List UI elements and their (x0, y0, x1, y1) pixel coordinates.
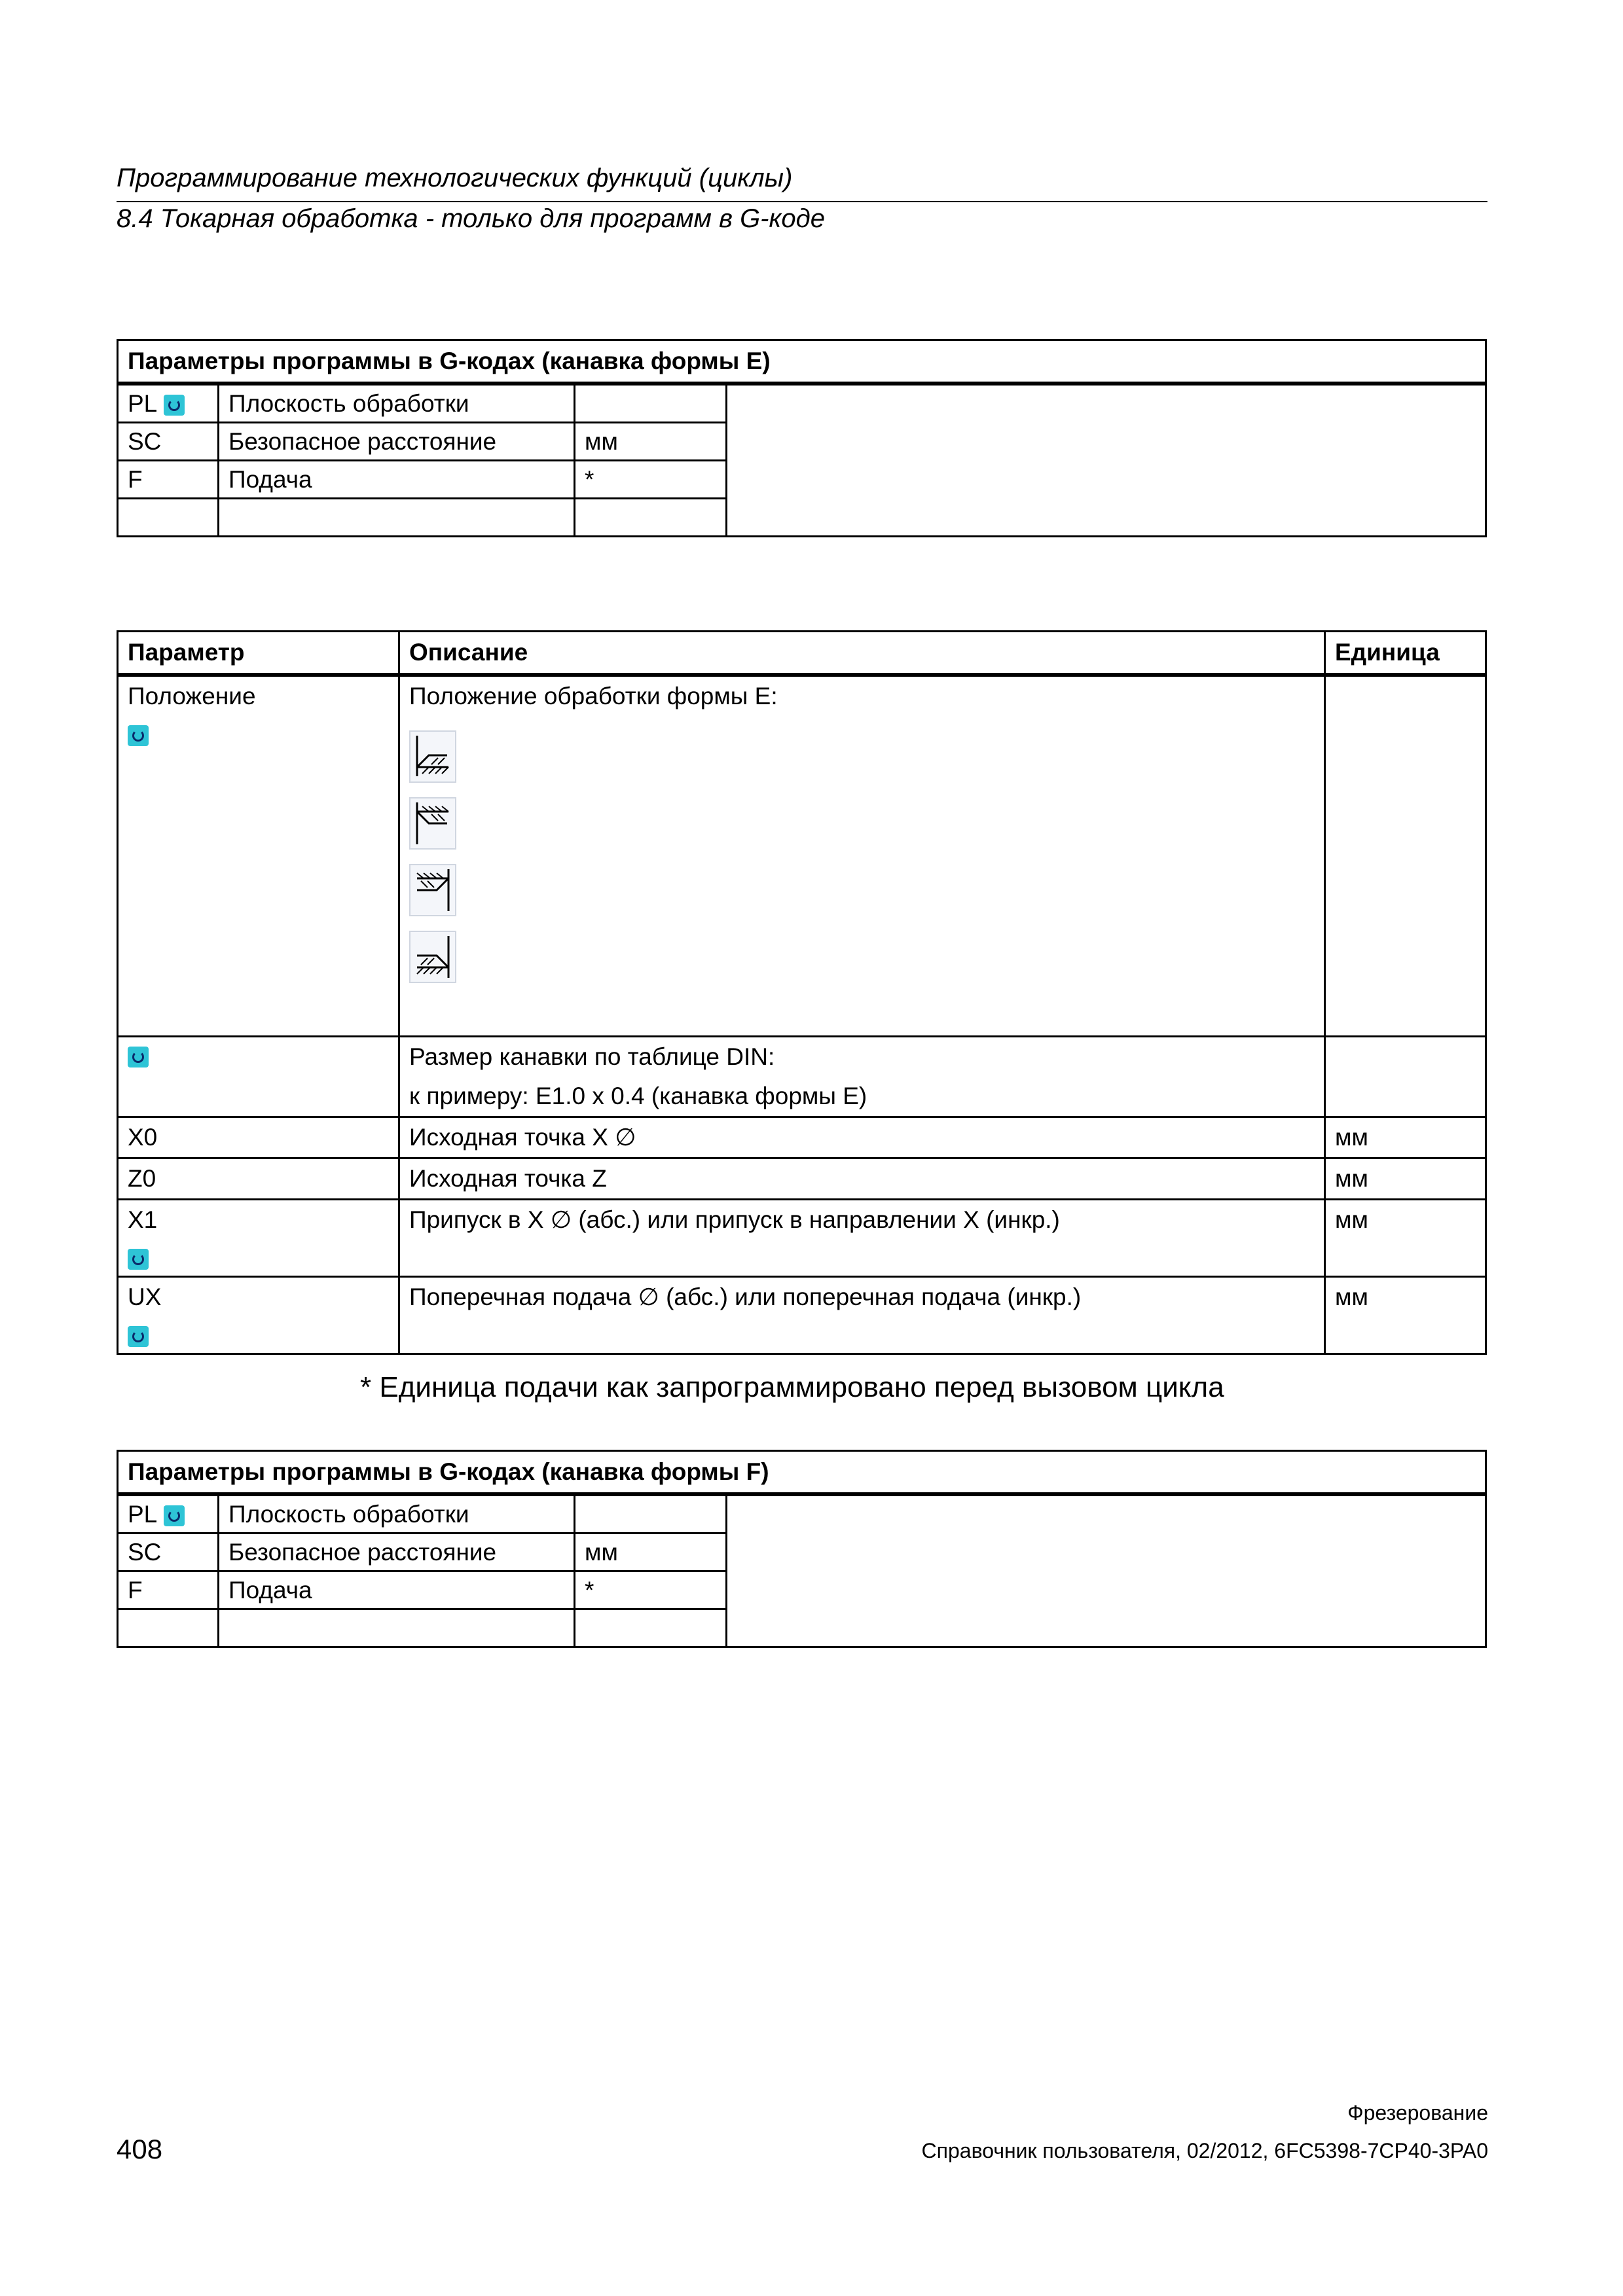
param-cell: X1 (118, 1199, 399, 1276)
unit-cell (575, 1609, 727, 1647)
desc-cell: Плоскость обработки (219, 384, 575, 423)
desc-cell: Исходная точка X ∅ (399, 1117, 1325, 1158)
unit-cell: мм (1325, 1117, 1486, 1158)
table-row (118, 1494, 1486, 1534)
desc-cell (219, 1609, 575, 1647)
unit-cell: мм (575, 423, 727, 461)
groove-position-2-icon[interactable] (409, 797, 456, 850)
desc-cell (219, 499, 575, 537)
header-divider (117, 201, 1487, 202)
cycle-toggle-icon[interactable] (128, 1249, 149, 1270)
unit-cell: * (575, 461, 727, 499)
unit-cell (1325, 675, 1486, 1036)
table-e-title: Параметры программы в G-кодах (канавка формы E) (118, 340, 1486, 384)
param-cell: F (118, 1571, 219, 1609)
desc-line: к примеру: E1.0 x 0.4 (канавка формы E) (409, 1082, 867, 1109)
cycle-toggle-icon[interactable] (128, 1047, 149, 1067)
param-cell: X0 (118, 1117, 399, 1158)
param-cell: SC (118, 423, 219, 461)
desc-cell: Безопасное расстояние (219, 1534, 575, 1571)
param-cell (118, 1609, 219, 1647)
desc-cell: Припуск в X ∅ (абс.) или припуск в направлении X (инкр.) (399, 1199, 1325, 1276)
desc-cell: Исходная точка Z (399, 1158, 1325, 1199)
table-row (118, 1199, 1486, 1276)
param-cell: PL (118, 384, 219, 423)
param-cell: Z0 (118, 1158, 399, 1199)
footer-subject: Фрезерование (1347, 2101, 1488, 2125)
unit-cell: мм (1325, 1158, 1486, 1199)
table-row (118, 1117, 1486, 1158)
params-table-e (117, 339, 1487, 537)
col-header-param: Параметр (118, 632, 399, 675)
unit-cell: мм (1325, 1199, 1486, 1276)
desc-cell: Подача (219, 461, 575, 499)
param-cell: F (118, 461, 219, 499)
param-cell (118, 1036, 399, 1117)
unit-cell (575, 499, 727, 537)
table-f-title: Параметры программы в G-кодах (канавка формы F) (118, 1451, 1486, 1495)
groove-position-3-icon[interactable] (409, 864, 456, 916)
groove-position-4-icon[interactable] (409, 931, 456, 983)
cycle-toggle-icon[interactable] (128, 1326, 149, 1347)
desc-cell: Положение обработки формы E: (399, 675, 1325, 1036)
param-cell (118, 499, 219, 537)
chapter-title: Программирование технологических функций (циклы) (117, 164, 793, 192)
section-title: 8.4 Токарная обработка - только для программ в G-коде (117, 204, 825, 233)
cycle-toggle-icon[interactable] (128, 725, 149, 746)
footnote: * Единица подачи как запрограммировано перед вызовом цикла (360, 1371, 1224, 1403)
unit-cell (575, 384, 727, 423)
desc-line: Размер канавки по таблице DIN: (409, 1043, 775, 1070)
param-cell: SC (118, 1534, 219, 1571)
blank-area (727, 1494, 1486, 1647)
table-row (118, 1158, 1486, 1199)
cycle-toggle-icon[interactable] (164, 395, 185, 416)
unit-cell: мм (1325, 1276, 1486, 1354)
desc-cell: Безопасное расстояние (219, 423, 575, 461)
param-cell: Положение (118, 675, 399, 1036)
unit-cell: * (575, 1571, 727, 1609)
desc-cell: Подача (219, 1571, 575, 1609)
desc-cell: Плоскость обработки (219, 1494, 575, 1534)
unit-cell (1325, 1036, 1486, 1117)
params-table-f (117, 1450, 1487, 1648)
table-row (118, 384, 1486, 423)
footer-reference: Справочник пользователя, 02/2012, 6FC5398-7CP40-3PA0 (921, 2139, 1488, 2162)
table-row (118, 1036, 1486, 1117)
unit-cell: мм (575, 1534, 727, 1571)
table-row (118, 1276, 1486, 1354)
param-cell: PL (118, 1494, 219, 1534)
col-header-unit: Единица (1325, 632, 1486, 675)
col-header-desc: Описание (399, 632, 1325, 675)
groove-position-1-icon[interactable] (409, 730, 456, 783)
unit-cell (575, 1494, 727, 1534)
blank-area (727, 384, 1486, 537)
param-cell: UX (118, 1276, 399, 1354)
page-number: 408 (117, 2134, 163, 2164)
table-row (118, 675, 1486, 1036)
desc-cell (399, 1036, 1325, 1117)
cycle-toggle-icon[interactable] (164, 1505, 185, 1526)
parameter-description-table (117, 630, 1487, 1355)
desc-cell: Поперечная подача ∅ (абс.) или поперечная подача (инкр.) (399, 1276, 1325, 1354)
